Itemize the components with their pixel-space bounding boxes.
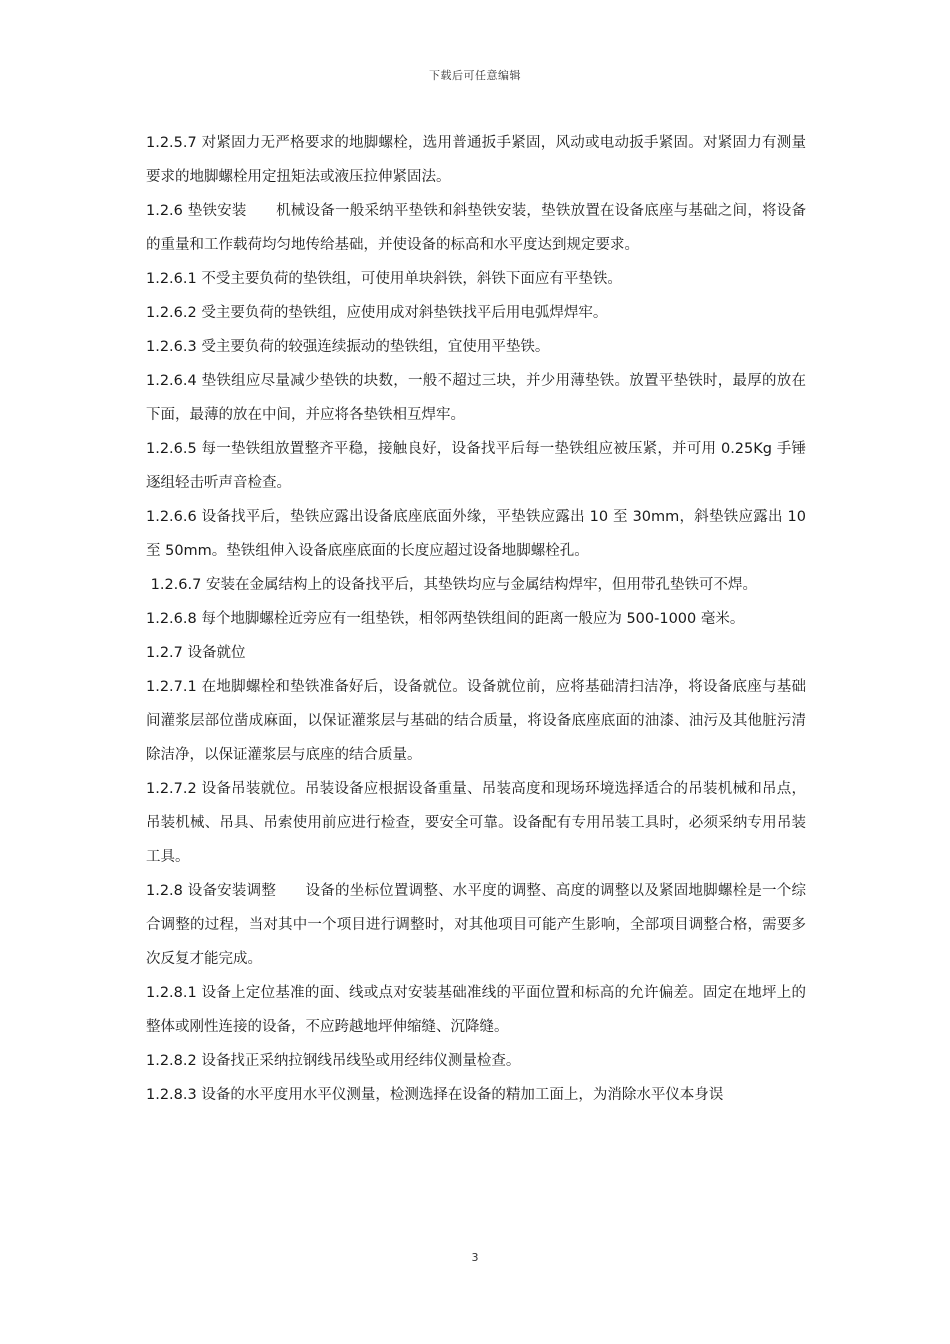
paragraph-1-2-7-1: 1.2.7.1 在地脚螺栓和垫铁准备好后，设备就位。设备就位前，应将基础清扫洁净，将设备底座与基础间灌浆层部位凿成麻面，以保证灌浆层与基础的结合质量，将设备底座底面的油漆、油污及其他脏污清除洁净，以保证灌浆层与底座的结合质量。 [146, 679, 806, 763]
document-body [146, 126, 806, 1112]
paragraph-1-2-6: 1.2.6 垫铁安装 机械设备一般采纳平垫铁和斜垫铁安装，垫铁放置在设备底座与基础之间，将设备的重量和工作载荷均匀地传给基础，并使设备的标高和水平度达到规定要求。 [146, 203, 806, 253]
page-number: 3 [471, 1251, 479, 1264]
paragraph-1-2-7: 1.2.7 设备就位 [146, 645, 246, 661]
paragraph-1-2-6-2: 1.2.6.2 受主要负荷的垫铁组，应使用成对斜垫铁找平后用电弧焊焊牢。 [146, 305, 608, 321]
paragraph-1-2-6-4: 1.2.6.4 垫铁组应尽量减少垫铁的块数，一般不超过三块，并少用薄垫铁。放置平垫铁时，最厚的放在下面，最薄的放在中间，并应将各垫铁相互焊牢。 [146, 373, 806, 423]
paragraph-1-2-8-2: 1.2.8.2 设备找正采纳拉钢线吊线坠或用经纬仪测量检查。 [146, 1053, 521, 1069]
paragraph-1-2-6-8: 1.2.6.8 每个地脚螺栓近旁应有一组垫铁，相邻两垫铁组间的距离一般应为 500-1000 毫米。 [146, 611, 745, 627]
paragraph-1-2-6-1: 1.2.6.1 不受主要负荷的垫铁组，可使用单块斜铁，斜铁下面应有平垫铁。 [146, 271, 622, 287]
paragraph-1-2-5-7: 1.2.5.7 对紧固力无严格要求的地脚螺栓，选用普通扳手紧固，风动或电动扳手紧固。对紧固力有测量要求的地脚螺栓用定扭矩法或液压拉伸紧固法。 [146, 135, 806, 185]
paragraph-1-2-6-3: 1.2.6.3 受主要负荷的较强连续振动的垫铁组，宜使用平垫铁。 [146, 339, 550, 355]
paragraph-1-2-6-6: 1.2.6.6 设备找平后，垫铁应露出设备底座底面外缘，平垫铁应露出 10 至 30mm，斜垫铁应露出 10 至 50mm。垫铁组伸入设备底座底面的长度应超过设备地脚螺栓孔。 [146, 509, 806, 559]
paragraph-1-2-8: 1.2.8 设备安装调整 设备的坐标位置调整、水平度的调整、高度的调整以及紧固地脚螺栓是一个综合调整的过程，当对其中一个项目进行调整时，对其他项目可能产生影响，全部项目调整合格，需要多次反复才能完成。 [146, 883, 806, 967]
paragraph-1-2-8-1: 1.2.8.1 设备上定位基准的面、线或点对安装基础准线的平面位置和标高的允许偏差。固定在地坪上的整体或刚性连接的设备，不应跨越地坪伸缩缝、沉降缝。 [146, 985, 806, 1035]
paragraph-1-2-6-5: 1.2.6.5 每一垫铁组放置整齐平稳，接触良好，设备找平后每一垫铁组应被压紧，并可用 0.25Kg 手锤逐组轻击听声音检查。 [146, 441, 806, 491]
page-header: 下载后可任意编辑 [429, 69, 521, 82]
paragraph-1-2-7-2: 1.2.7.2 设备吊装就位。吊装设备应根据设备重量、吊装高度和现场环境选择适合的吊装机械和吊点，吊装机械、吊具、吊索使用前应进行检查，要安全可靠。设备配有专用吊装工具时，必须采纳专用吊装工具。 [146, 781, 806, 865]
paragraph-1-2-6-7: 1.2.6.7 安装在金属结构上的设备找平后，其垫铁均应与金属结构焊牢，但用带孔垫铁可不焊。 [146, 577, 757, 593]
paragraph-1-2-8-3: 1.2.8.3 设备的水平度用水平仪测量，检测选择在设备的精加工面上，为消除水平仪本身误 [146, 1087, 724, 1103]
